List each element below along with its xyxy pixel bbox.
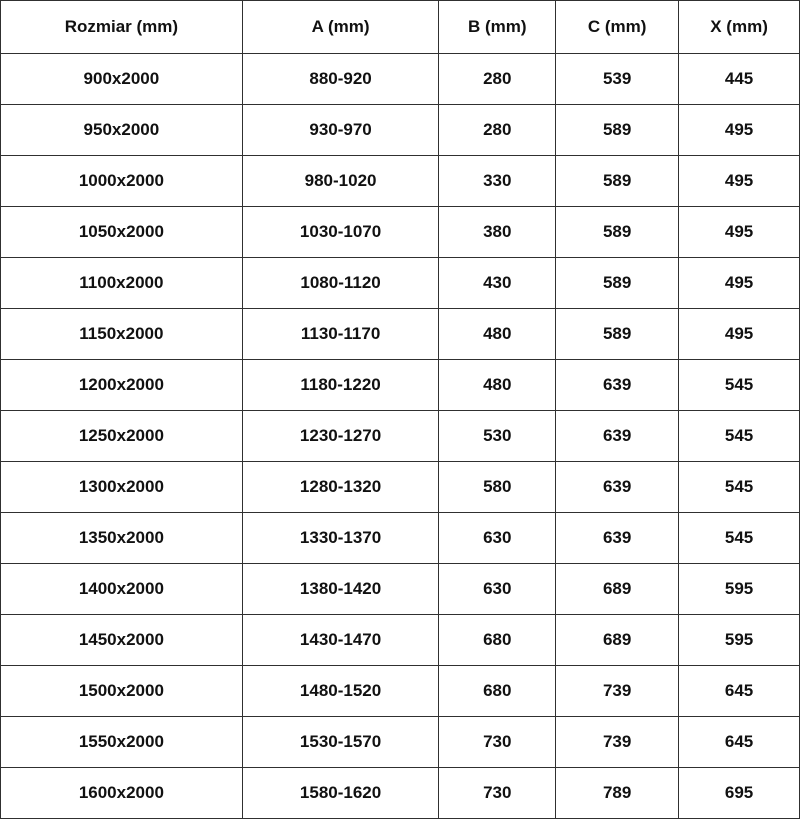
cell-a: 1130-1170 (242, 309, 439, 360)
table-header (1, 1, 800, 54)
table-row (1, 768, 800, 819)
cell-b: 280 (439, 105, 556, 156)
table-header-row (1, 1, 800, 54)
table-row (1, 54, 800, 105)
table-row (1, 207, 800, 258)
cell-rozmiar: 1250x2000 (1, 411, 243, 462)
table-row (1, 564, 800, 615)
cell-b: 730 (439, 717, 556, 768)
cell-a: 1530-1570 (242, 717, 439, 768)
cell-rozmiar: 1150x2000 (1, 309, 243, 360)
cell-a: 980-1020 (242, 156, 439, 207)
cell-rozmiar: 1000x2000 (1, 156, 243, 207)
cell-rozmiar: 900x2000 (1, 54, 243, 105)
table-row (1, 462, 800, 513)
cell-c: 789 (556, 768, 679, 819)
cell-c: 639 (556, 462, 679, 513)
table-row (1, 513, 800, 564)
cell-b: 680 (439, 666, 556, 717)
cell-a: 1480-1520 (242, 666, 439, 717)
column-header-a: A (mm) (242, 1, 439, 54)
cell-a: 930-970 (242, 105, 439, 156)
cell-x: 495 (679, 156, 800, 207)
cell-b: 330 (439, 156, 556, 207)
cell-rozmiar: 1200x2000 (1, 360, 243, 411)
cell-b: 530 (439, 411, 556, 462)
cell-rozmiar: 1500x2000 (1, 666, 243, 717)
cell-a: 1030-1070 (242, 207, 439, 258)
cell-a: 1330-1370 (242, 513, 439, 564)
cell-a: 1430-1470 (242, 615, 439, 666)
cell-x: 495 (679, 258, 800, 309)
cell-b: 480 (439, 309, 556, 360)
cell-x: 545 (679, 513, 800, 564)
cell-rozmiar: 1300x2000 (1, 462, 243, 513)
cell-x: 545 (679, 462, 800, 513)
cell-c: 739 (556, 666, 679, 717)
cell-a: 1580-1620 (242, 768, 439, 819)
cell-b: 630 (439, 513, 556, 564)
cell-a: 1080-1120 (242, 258, 439, 309)
cell-c: 589 (556, 156, 679, 207)
cell-rozmiar: 1450x2000 (1, 615, 243, 666)
cell-rozmiar: 1550x2000 (1, 717, 243, 768)
cell-x: 545 (679, 360, 800, 411)
cell-rozmiar: 950x2000 (1, 105, 243, 156)
table-row (1, 105, 800, 156)
table-row (1, 666, 800, 717)
cell-c: 589 (556, 207, 679, 258)
table-row (1, 717, 800, 768)
column-header-c: C (mm) (556, 1, 679, 54)
table-row (1, 615, 800, 666)
cell-x: 495 (679, 105, 800, 156)
cell-c: 589 (556, 105, 679, 156)
cell-x: 645 (679, 666, 800, 717)
column-header-x: X (mm) (679, 1, 800, 54)
cell-b: 380 (439, 207, 556, 258)
table-body (1, 54, 800, 819)
table-row (1, 411, 800, 462)
cell-b: 680 (439, 615, 556, 666)
cell-x: 695 (679, 768, 800, 819)
cell-a: 1380-1420 (242, 564, 439, 615)
cell-a: 880-920 (242, 54, 439, 105)
cell-c: 589 (556, 309, 679, 360)
column-header-b: B (mm) (439, 1, 556, 54)
cell-c: 639 (556, 360, 679, 411)
cell-c: 689 (556, 564, 679, 615)
cell-x: 495 (679, 207, 800, 258)
cell-a: 1230-1270 (242, 411, 439, 462)
cell-b: 730 (439, 768, 556, 819)
column-header-rozmiar: Rozmiar (mm) (1, 1, 243, 54)
cell-x: 495 (679, 309, 800, 360)
cell-rozmiar: 1350x2000 (1, 513, 243, 564)
cell-a: 1180-1220 (242, 360, 439, 411)
cell-c: 639 (556, 513, 679, 564)
table-row (1, 360, 800, 411)
cell-x: 445 (679, 54, 800, 105)
table-row (1, 258, 800, 309)
cell-b: 430 (439, 258, 556, 309)
cell-rozmiar: 1400x2000 (1, 564, 243, 615)
cell-c: 589 (556, 258, 679, 309)
cell-x: 645 (679, 717, 800, 768)
cell-c: 689 (556, 615, 679, 666)
cell-a: 1280-1320 (242, 462, 439, 513)
cell-rozmiar: 1100x2000 (1, 258, 243, 309)
cell-x: 595 (679, 564, 800, 615)
cell-x: 595 (679, 615, 800, 666)
cell-b: 630 (439, 564, 556, 615)
table-row (1, 309, 800, 360)
cell-b: 280 (439, 54, 556, 105)
cell-c: 539 (556, 54, 679, 105)
cell-rozmiar: 1050x2000 (1, 207, 243, 258)
cell-b: 480 (439, 360, 556, 411)
cell-c: 639 (556, 411, 679, 462)
cell-b: 580 (439, 462, 556, 513)
cell-rozmiar: 1600x2000 (1, 768, 243, 819)
table-row (1, 156, 800, 207)
cell-x: 545 (679, 411, 800, 462)
cell-c: 739 (556, 717, 679, 768)
